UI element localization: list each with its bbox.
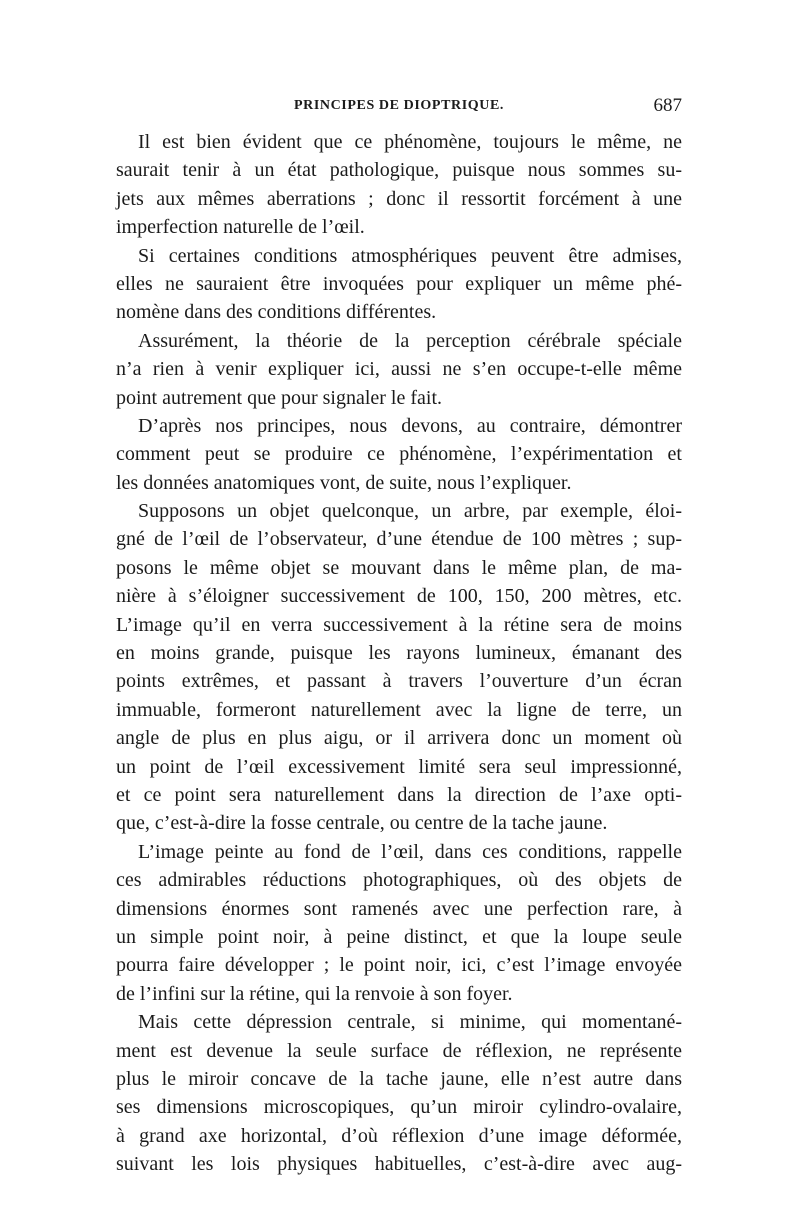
text-line: Si certaines conditions atmosphériques peuvent être admises, xyxy=(138,244,682,267)
text-line: Mais cette dépression centrale, si minime, qui momentané- xyxy=(138,1011,682,1034)
text-line: points extrêmes, et passant à travers l’ouverture d’un écran xyxy=(116,670,682,693)
text-line: à grand axe horizontal, d’où réflexion d’une image déformée, xyxy=(116,1124,682,1147)
text-line: L’image peinte au fond de l’œil, dans ces conditions, rappelle xyxy=(138,840,682,863)
text-line: n’a rien à venir expliquer ici, aussi ne s’en occupe-t-elle même xyxy=(116,358,682,381)
text-line: en moins grande, puisque les rayons lumineux, émanant des xyxy=(116,642,682,665)
text-line: ces admirables réductions photographiques, où des objets de xyxy=(116,869,682,892)
text-line: et ce point sera naturellement dans la direction de l’axe opti- xyxy=(116,783,682,806)
text-line: point autrement que pour signaler le fait. xyxy=(116,386,443,409)
text-line: immuable, formeront naturellement avec la ligne de terre, un xyxy=(116,698,682,721)
text-line: Assurément, la théorie de la perception cérébrale spéciale xyxy=(138,329,682,352)
text-line: imperfection naturelle de l’œil. xyxy=(116,216,365,239)
text-line: plus le miroir concave de la tache jaune, elle n’est autre dans xyxy=(116,1067,682,1090)
text-line: un simple point noir, à peine distinct, et que la loupe seule xyxy=(116,925,682,948)
text-line: dimensions énormes sont ramenés avec une perfection rare, à xyxy=(116,897,682,920)
body-text xyxy=(116,128,682,1178)
text-line: L’image qu’il en verra successivement à la rétine sera de moins xyxy=(116,613,682,636)
text-line: un point de l’œil excessivement limité sera seul impressionné, xyxy=(116,755,682,778)
text-line: les données anatomiques vont, de suite, nous l’expliquer. xyxy=(116,471,572,494)
text-line: comment peut se produire ce phénomène, l’expérimentation et xyxy=(116,443,682,466)
text-line: ses dimensions microscopiques, qu’un miroir cylindro-ovalaire, xyxy=(116,1096,682,1119)
text-line: que, c’est-à-dire la fosse centrale, ou centre de la tache jaune. xyxy=(116,812,608,835)
text-line: nomène dans des conditions différentes. xyxy=(116,301,437,324)
text-line: angle de plus en plus aigu, or il arrivera donc un moment où xyxy=(116,727,682,750)
text-line: jets aux mêmes aberrations ; donc il ressortit forcément à une xyxy=(116,187,682,210)
text-line: suivant les lois physiques habituelles, c’est-à-dire avec aug- xyxy=(116,1153,682,1176)
running-title: PRINCIPES DE DIOPTRIQUE. xyxy=(293,98,505,113)
running-head xyxy=(116,95,682,122)
text-line: pourra faire développer ; le point noir, ici, c’est l’image envoyée xyxy=(116,954,682,977)
text-line: Supposons un objet quelconque, un arbre, par exemple, éloi- xyxy=(138,500,682,523)
text-line: posons le même objet se mouvant dans le même plan, de ma- xyxy=(116,556,682,579)
text-line: elles ne sauraient être invoquées pour expliquer un même phé- xyxy=(116,272,682,295)
text-line: gné de l’œil de l’observateur, d’une étendue de 100 mètres ; sup- xyxy=(116,528,682,551)
text-line: de l’infini sur la rétine, qui la renvoie à son foyer. xyxy=(116,982,513,1005)
text-line: saurait tenir à un état pathologique, puisque nous sommes su- xyxy=(116,159,682,182)
page-number: 687 xyxy=(653,95,682,116)
text-line: nière à s’éloigner successivement de 100, 150, 200 mètres, etc. xyxy=(116,585,682,608)
text-line: ment est devenue la seule surface de réflexion, ne représente xyxy=(116,1039,682,1062)
text-line: Il est bien évident que ce phénomène, toujours le même, ne xyxy=(138,131,682,153)
text-line: D’après nos principes, nous devons, au contraire, démontrer xyxy=(138,414,682,437)
